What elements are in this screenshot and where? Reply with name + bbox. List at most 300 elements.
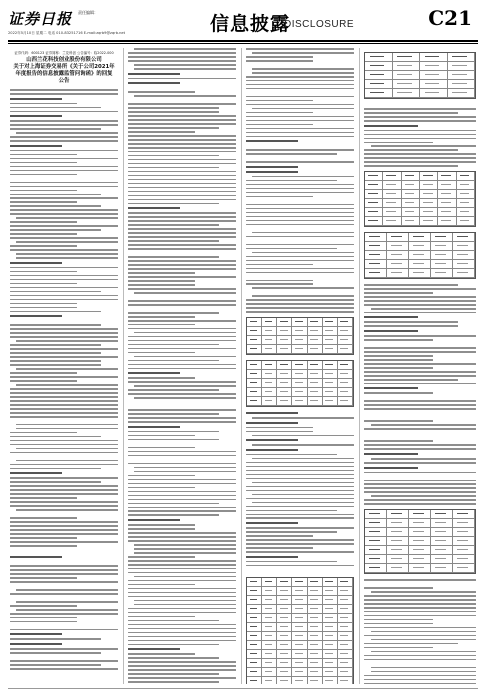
text-line xyxy=(128,381,236,383)
table-cell xyxy=(292,659,307,668)
article-text xyxy=(246,48,354,313)
table-cell xyxy=(448,53,476,62)
text-line xyxy=(10,400,118,402)
table-cell xyxy=(365,62,393,71)
text-line xyxy=(16,601,118,603)
table-cell xyxy=(453,510,475,519)
text-line xyxy=(128,264,236,266)
text-line xyxy=(10,648,118,650)
text-line xyxy=(252,252,354,254)
text-line xyxy=(10,545,77,547)
text-line xyxy=(128,248,236,250)
table-cell xyxy=(453,251,475,260)
text-line xyxy=(246,556,298,558)
table-cell xyxy=(323,370,338,379)
table-cell xyxy=(453,537,475,546)
table-cell xyxy=(247,345,262,354)
table-cell xyxy=(247,397,262,406)
text-line xyxy=(246,104,354,106)
text-line xyxy=(364,284,458,286)
table-cell xyxy=(365,233,387,242)
text-line xyxy=(10,103,77,105)
text-line xyxy=(246,462,354,464)
text-line xyxy=(16,609,118,611)
table-cell xyxy=(409,546,431,555)
table-cell xyxy=(420,199,438,208)
text-line xyxy=(364,472,476,474)
notice-title-line-2: 年度报告的信息披露监管问询函》的回复 xyxy=(15,71,113,77)
text-line xyxy=(364,647,433,649)
text-line xyxy=(128,636,236,638)
text-line xyxy=(128,431,219,433)
text-line xyxy=(252,72,354,74)
table-cell xyxy=(402,217,420,226)
text-line xyxy=(128,417,236,419)
text-line xyxy=(128,82,180,84)
text-line xyxy=(128,240,219,242)
text-line xyxy=(10,468,101,470)
text-line xyxy=(246,449,298,451)
text-line xyxy=(10,158,118,160)
table-cell xyxy=(338,318,353,327)
text-line xyxy=(128,78,236,80)
text-line xyxy=(128,151,236,153)
table-cell xyxy=(387,260,409,269)
text-line xyxy=(10,170,118,172)
text-line xyxy=(128,348,236,350)
article-text xyxy=(246,412,354,573)
text-line xyxy=(364,383,476,385)
text-line xyxy=(128,528,195,530)
table-cell xyxy=(277,370,292,379)
table-cell xyxy=(292,668,307,677)
table-cell xyxy=(431,555,453,564)
table-cell xyxy=(409,260,431,269)
table-cell xyxy=(365,80,393,89)
text-line xyxy=(246,96,354,98)
table-cell xyxy=(438,190,456,199)
text-line xyxy=(128,52,236,54)
text-line xyxy=(246,514,354,516)
text-line xyxy=(364,312,476,314)
table-cell xyxy=(323,623,338,632)
table-cell xyxy=(338,370,353,379)
text-line xyxy=(16,460,118,462)
table-cell xyxy=(438,217,456,226)
text-line xyxy=(364,316,418,318)
text-line xyxy=(128,495,236,497)
table-cell xyxy=(247,596,262,605)
table-cell xyxy=(338,659,353,668)
table-cell xyxy=(402,208,420,217)
table-cell xyxy=(277,632,292,641)
text-line xyxy=(252,176,354,178)
text-line xyxy=(10,533,118,535)
table-cell xyxy=(438,181,456,190)
text-line xyxy=(364,655,476,657)
text-line xyxy=(364,448,476,450)
table-cell xyxy=(292,650,307,659)
text-line xyxy=(246,470,354,472)
table-cell xyxy=(409,519,431,528)
table-cell xyxy=(323,650,338,659)
text-line xyxy=(246,196,313,198)
text-line xyxy=(364,359,433,361)
text-line xyxy=(10,336,118,338)
table-cell xyxy=(247,650,262,659)
text-line xyxy=(128,135,236,137)
text-line xyxy=(128,499,236,501)
text-line xyxy=(246,280,313,282)
text-line xyxy=(128,216,236,218)
text-line xyxy=(10,344,101,346)
text-line xyxy=(364,615,476,617)
text-line xyxy=(10,111,118,113)
table-cell xyxy=(323,361,338,370)
text-line xyxy=(128,328,236,330)
text-line xyxy=(246,192,354,194)
table-cell xyxy=(262,370,277,379)
text-line xyxy=(134,467,236,469)
text-line xyxy=(10,549,118,553)
table-cell xyxy=(277,336,292,345)
text-line xyxy=(246,474,354,476)
text-line xyxy=(10,541,118,543)
table-cell xyxy=(262,641,277,650)
text-line xyxy=(10,617,77,619)
text-line xyxy=(128,131,195,133)
table-cell xyxy=(247,623,262,632)
text-line xyxy=(128,596,236,598)
text-line xyxy=(128,228,236,230)
table-cell xyxy=(308,614,323,623)
text-line xyxy=(10,404,118,406)
table-cell xyxy=(292,397,307,406)
text-line xyxy=(10,279,118,281)
table-cell xyxy=(453,555,475,564)
table-cell xyxy=(431,269,453,278)
table-cell xyxy=(338,379,353,388)
text-line xyxy=(246,431,313,433)
table-cell xyxy=(365,71,393,80)
text-line xyxy=(128,167,219,169)
text-line xyxy=(10,332,118,334)
table-cell xyxy=(365,242,387,251)
table-cell xyxy=(277,345,292,354)
text-line xyxy=(10,360,101,362)
text-line xyxy=(371,308,476,310)
text-line xyxy=(246,224,354,226)
table-cell xyxy=(448,80,476,89)
header-rule-thin xyxy=(8,43,478,44)
column-divider xyxy=(359,48,360,684)
text-line xyxy=(134,292,236,294)
table-cell xyxy=(262,336,277,345)
table-cell xyxy=(247,318,262,327)
table-cell xyxy=(420,62,448,71)
text-line xyxy=(128,455,236,457)
table-cell xyxy=(308,605,323,614)
text-line xyxy=(246,140,298,142)
text-line xyxy=(246,184,354,186)
text-line xyxy=(128,316,195,318)
table-cell xyxy=(453,519,475,528)
text-line xyxy=(128,276,236,278)
table-cell xyxy=(338,650,353,659)
text-line xyxy=(128,439,219,441)
table-cell xyxy=(262,388,277,397)
table-cell xyxy=(420,71,448,80)
text-line xyxy=(246,268,354,270)
text-line xyxy=(128,191,236,193)
table-cell xyxy=(262,327,277,336)
text-line xyxy=(364,462,476,464)
table-cell xyxy=(277,650,292,659)
table-cell xyxy=(338,632,353,641)
text-line xyxy=(128,653,195,655)
text-line xyxy=(364,453,418,455)
text-line xyxy=(246,522,298,524)
text-line xyxy=(10,613,118,615)
text-line xyxy=(246,76,354,78)
text-line xyxy=(10,356,118,358)
text-line xyxy=(10,505,118,507)
text-line xyxy=(371,145,476,147)
table-cell xyxy=(277,587,292,596)
text-line xyxy=(246,543,354,545)
text-line xyxy=(128,673,219,675)
text-line xyxy=(364,304,476,306)
table-cell xyxy=(292,361,307,370)
text-line xyxy=(128,665,236,667)
table-cell xyxy=(262,345,277,354)
table-cell xyxy=(338,345,353,354)
text-line xyxy=(10,303,77,305)
data-table xyxy=(246,360,354,407)
table-cell xyxy=(383,199,401,208)
text-line xyxy=(10,464,118,466)
text-line xyxy=(128,111,219,113)
table-cell xyxy=(247,370,262,379)
text-line xyxy=(10,452,118,454)
text-line xyxy=(364,623,433,625)
table-cell xyxy=(383,217,401,226)
table-cell xyxy=(277,659,292,668)
text-line xyxy=(128,632,236,634)
text-line xyxy=(10,633,62,635)
text-line xyxy=(128,677,236,679)
text-line xyxy=(10,493,118,495)
text-line xyxy=(10,233,77,235)
text-line xyxy=(134,356,236,358)
table-cell xyxy=(453,528,475,537)
text-line xyxy=(128,352,195,354)
text-line xyxy=(128,179,236,181)
table-cell xyxy=(292,388,307,397)
text-line xyxy=(246,260,354,262)
column-divider xyxy=(241,48,242,684)
column-2 xyxy=(128,48,236,684)
table-cell xyxy=(308,641,323,650)
text-line xyxy=(128,244,236,246)
table-cell xyxy=(308,677,323,684)
text-line xyxy=(16,257,118,259)
article-text xyxy=(128,48,236,684)
text-line xyxy=(10,229,101,231)
text-line xyxy=(246,517,354,519)
table-cell xyxy=(308,623,323,632)
text-line xyxy=(128,572,236,574)
table-cell xyxy=(308,336,323,345)
text-line xyxy=(371,591,476,593)
table-cell xyxy=(393,89,421,98)
text-line xyxy=(128,580,236,582)
table-cell xyxy=(383,181,401,190)
text-line xyxy=(10,376,118,378)
text-line xyxy=(134,64,236,66)
table-cell xyxy=(262,677,277,684)
text-line xyxy=(128,304,236,306)
text-line xyxy=(246,112,313,114)
table-cell xyxy=(323,327,338,336)
table-cell xyxy=(292,578,307,587)
text-line xyxy=(364,480,476,482)
text-line xyxy=(364,635,476,637)
text-line xyxy=(246,547,313,549)
text-line xyxy=(128,393,236,395)
text-line xyxy=(364,296,476,298)
table-cell xyxy=(308,388,323,397)
text-line xyxy=(252,494,354,496)
text-line xyxy=(16,589,118,591)
table-cell xyxy=(308,587,323,596)
text-line xyxy=(10,182,118,184)
text-line xyxy=(364,440,433,442)
text-line xyxy=(10,267,118,269)
text-line xyxy=(128,272,195,274)
text-line xyxy=(252,232,354,234)
table-cell xyxy=(338,327,353,336)
text-line xyxy=(128,564,236,566)
text-line xyxy=(10,444,118,446)
text-line xyxy=(246,311,354,313)
text-line xyxy=(10,348,118,350)
text-line xyxy=(10,174,77,176)
text-line xyxy=(246,422,298,424)
text-line xyxy=(246,149,354,151)
text-line xyxy=(246,116,354,118)
text-line xyxy=(128,568,236,570)
text-line xyxy=(10,315,62,317)
text-line xyxy=(252,287,354,289)
text-line xyxy=(128,147,236,149)
table-cell xyxy=(409,537,431,546)
text-line xyxy=(10,98,62,100)
table-cell xyxy=(308,578,323,587)
text-line xyxy=(128,288,236,290)
text-line xyxy=(364,112,458,114)
text-line xyxy=(10,197,118,199)
text-line xyxy=(128,127,219,129)
text-line xyxy=(364,335,476,337)
text-line xyxy=(10,372,77,374)
text-line xyxy=(10,569,118,571)
text-line xyxy=(10,262,62,264)
text-line xyxy=(252,482,354,484)
table-cell xyxy=(262,379,277,388)
table-cell xyxy=(453,233,475,242)
text-line xyxy=(364,643,458,645)
text-line xyxy=(10,237,118,239)
table-cell xyxy=(277,578,292,587)
text-line xyxy=(246,486,354,488)
table-cell xyxy=(431,528,453,537)
text-line xyxy=(16,340,118,342)
text-line xyxy=(364,125,418,127)
text-line xyxy=(246,478,354,480)
table-cell xyxy=(365,53,393,62)
text-line xyxy=(128,584,195,586)
newspaper-logo: 证券日报 xyxy=(8,10,73,28)
text-line xyxy=(128,556,195,558)
table-cell xyxy=(292,318,307,327)
table-cell xyxy=(247,379,262,388)
text-line xyxy=(128,199,236,201)
text-line xyxy=(10,311,101,313)
text-line xyxy=(246,531,337,533)
text-line xyxy=(364,325,458,327)
table-cell xyxy=(431,564,453,573)
text-line xyxy=(10,190,77,192)
text-line xyxy=(252,108,354,110)
text-line xyxy=(134,471,236,473)
text-line xyxy=(128,519,180,521)
text-line xyxy=(371,667,476,669)
text-line xyxy=(128,463,236,465)
table-cell xyxy=(308,318,323,327)
text-line xyxy=(364,619,433,621)
table-cell xyxy=(409,251,431,260)
text-line xyxy=(134,552,236,554)
text-line xyxy=(364,355,433,357)
text-line xyxy=(246,56,313,58)
table-cell xyxy=(308,345,323,354)
table-cell xyxy=(457,190,475,199)
table-cell xyxy=(247,605,262,614)
text-line xyxy=(10,664,101,666)
article-text xyxy=(364,284,476,505)
table-cell xyxy=(277,623,292,632)
text-line xyxy=(246,307,354,309)
text-line xyxy=(246,256,354,258)
table-cell xyxy=(323,397,338,406)
table-cell xyxy=(338,397,353,406)
text-line xyxy=(371,651,476,653)
text-line xyxy=(128,195,236,197)
text-line xyxy=(364,153,476,155)
table-cell xyxy=(387,233,409,242)
text-line xyxy=(364,420,433,422)
text-line xyxy=(10,275,118,277)
text-line xyxy=(128,159,236,161)
table-cell xyxy=(292,614,307,623)
text-line xyxy=(364,138,476,140)
table-cell xyxy=(323,632,338,641)
text-line xyxy=(128,224,219,226)
text-line xyxy=(128,155,219,157)
notice-company: 山西兰花科技创业股份有限公司 xyxy=(26,57,102,63)
text-line xyxy=(364,408,476,410)
